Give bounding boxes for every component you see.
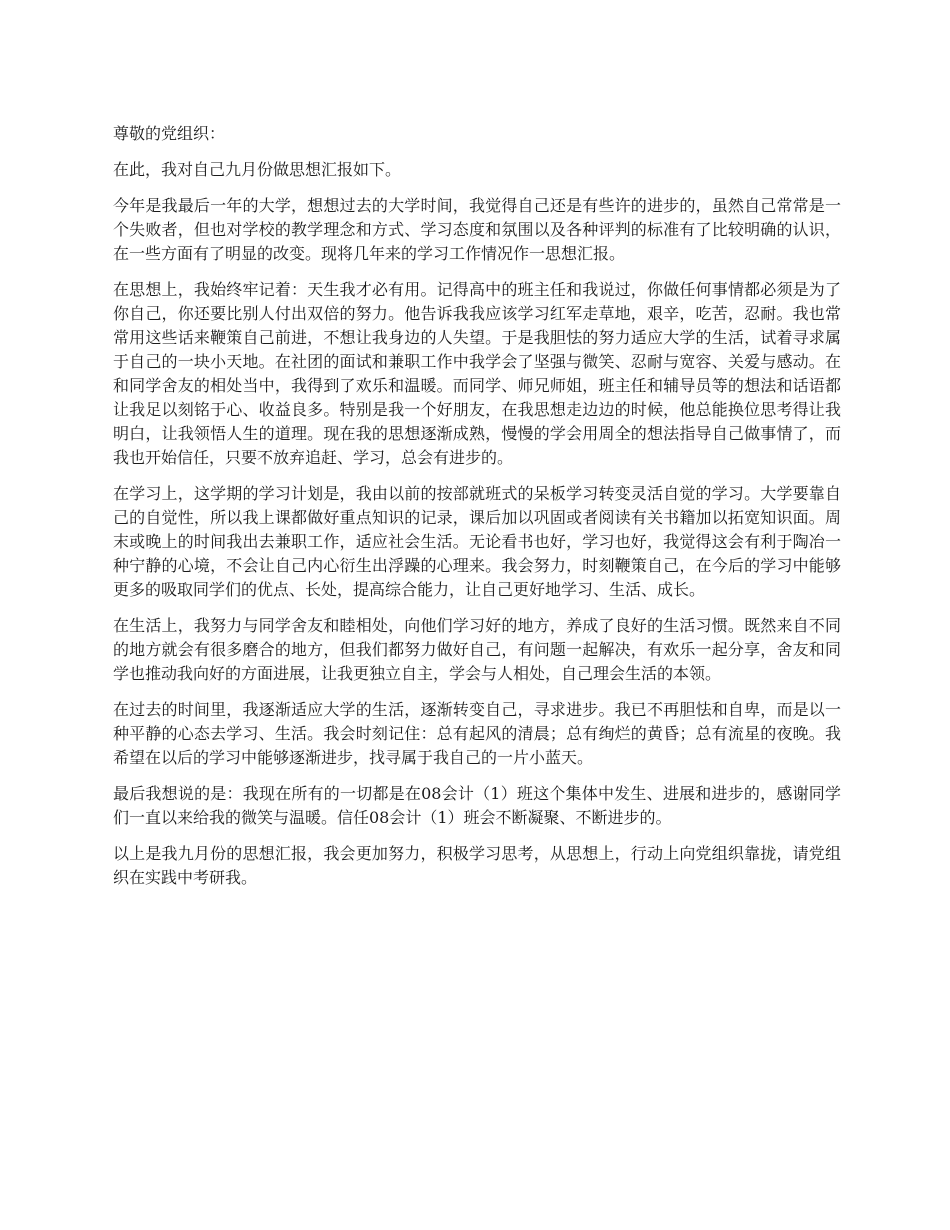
paragraph-overview: 今年是我最后一年的大学，想想过去的大学时间，我觉得自己还是有些许的进步的，虽然自己常常是一个失败者，但也对学校的教学理念和方式、学习态度和氛围以及各种评判的标准有了比较明确的认识，在一些方面有了明显的改变。现将几年来的学习工作情况作一思想汇报。 xyxy=(113,196,841,263)
paragraph-thought: 在思想上，我始终牢记着：天生我才必有用。记得高中的班主任和我说过，你做任何事情都必须是为了你自己，你还要比别人付出双倍的努力。他告诉我我应该学习红军走草地，艰辛，吃苦，忍耐。我也常常用这些话来鞭策自己前进，不想让我身边的人失望。于是我胆怯的努力适应大学的生活，试着寻求属于自己的一块小天地。在社团的面试和兼职工作中我学会了坚强与微笑、忍耐与宽容、关爱与感动。在和同学舍友的相处当中，我得到了欢乐和温暖。而同学、师兄师姐，班主任和辅导员等的想法和话语都让我足以刻铭于心、收益良多。特别是我一个好朋友，在我思想走边边的时候，他总能换位思考得让我明白，让我领悟人生的道理。现在我的思想逐渐成熟，慢慢的学会用周全的想法指导自己做事情了，而我也开始信任，只要不放弃追赶、学习，总会有进步的。 xyxy=(113,280,841,467)
paragraph-life: 在生活上，我努力与同学舍友和睦相处，向他们学习好的地方，养成了良好的生活习惯。既然来自不同的地方就会有很多磨合的地方，但我们都努力做好自己，有问题一起解决，有欢乐一起分享，舍友和同学也推动我向好的方面进展，让我更独立自主，学会与人相处，自己理会生活的本领。 xyxy=(113,616,841,683)
paragraph-study: 在学习上，这学期的学习计划是，我由以前的按部就班式的呆板学习转变灵活自觉的学习。大学要靠自己的自觉性，所以我上课都做好重点知识的记录，课后加以巩固或者阅读有关书籍加以拓宽知识面。周末或晚上的时间我出去兼职工作，适应社会生活。无论看书也好，学习也好，我觉得这会有利于陶冶一种宁静的心境，不会让自己内心衍生出浮躁的心理来。我会努力，时刻鞭策自己，在今后的学习中能够更多的吸取同学们的优点、长处，提高综合能力，让自己更好地学习、生活、成长。 xyxy=(113,484,841,599)
document-page xyxy=(113,122,841,902)
salutation: 尊敬的党组织： xyxy=(113,124,226,143)
paragraph-class: 最后我想说的是：我现在所有的一切都是在08会计（1）班这个集体中发生、进展和进步的，感谢同学们一直以来给我的微笑与温暖。信任08会计（1）班会不断凝聚、不断进步的。 xyxy=(113,784,841,827)
paragraph-closing: 以上是我九月份的思想汇报，我会更加努力，积极学习思考，从思想上，行动上向党组织靠拢，请党组织在实践中考研我。 xyxy=(113,844,841,887)
paragraph-intro: 在此，我对自己九月份做思想汇报如下。 xyxy=(113,160,402,179)
paragraph-progress: 在过去的时间里，我逐渐适应大学的生活，逐渐转变自己，寻求进步。我已不再胆怯和自卑，而是以一种平静的心态去学习、生活。我会时刻记住：总有起风的清晨；总有绚烂的黄昏；总有流星的夜晚。我希望在以后的学习中能够逐渐进步，找寻属于我自己的一片小蓝天。 xyxy=(113,700,841,767)
